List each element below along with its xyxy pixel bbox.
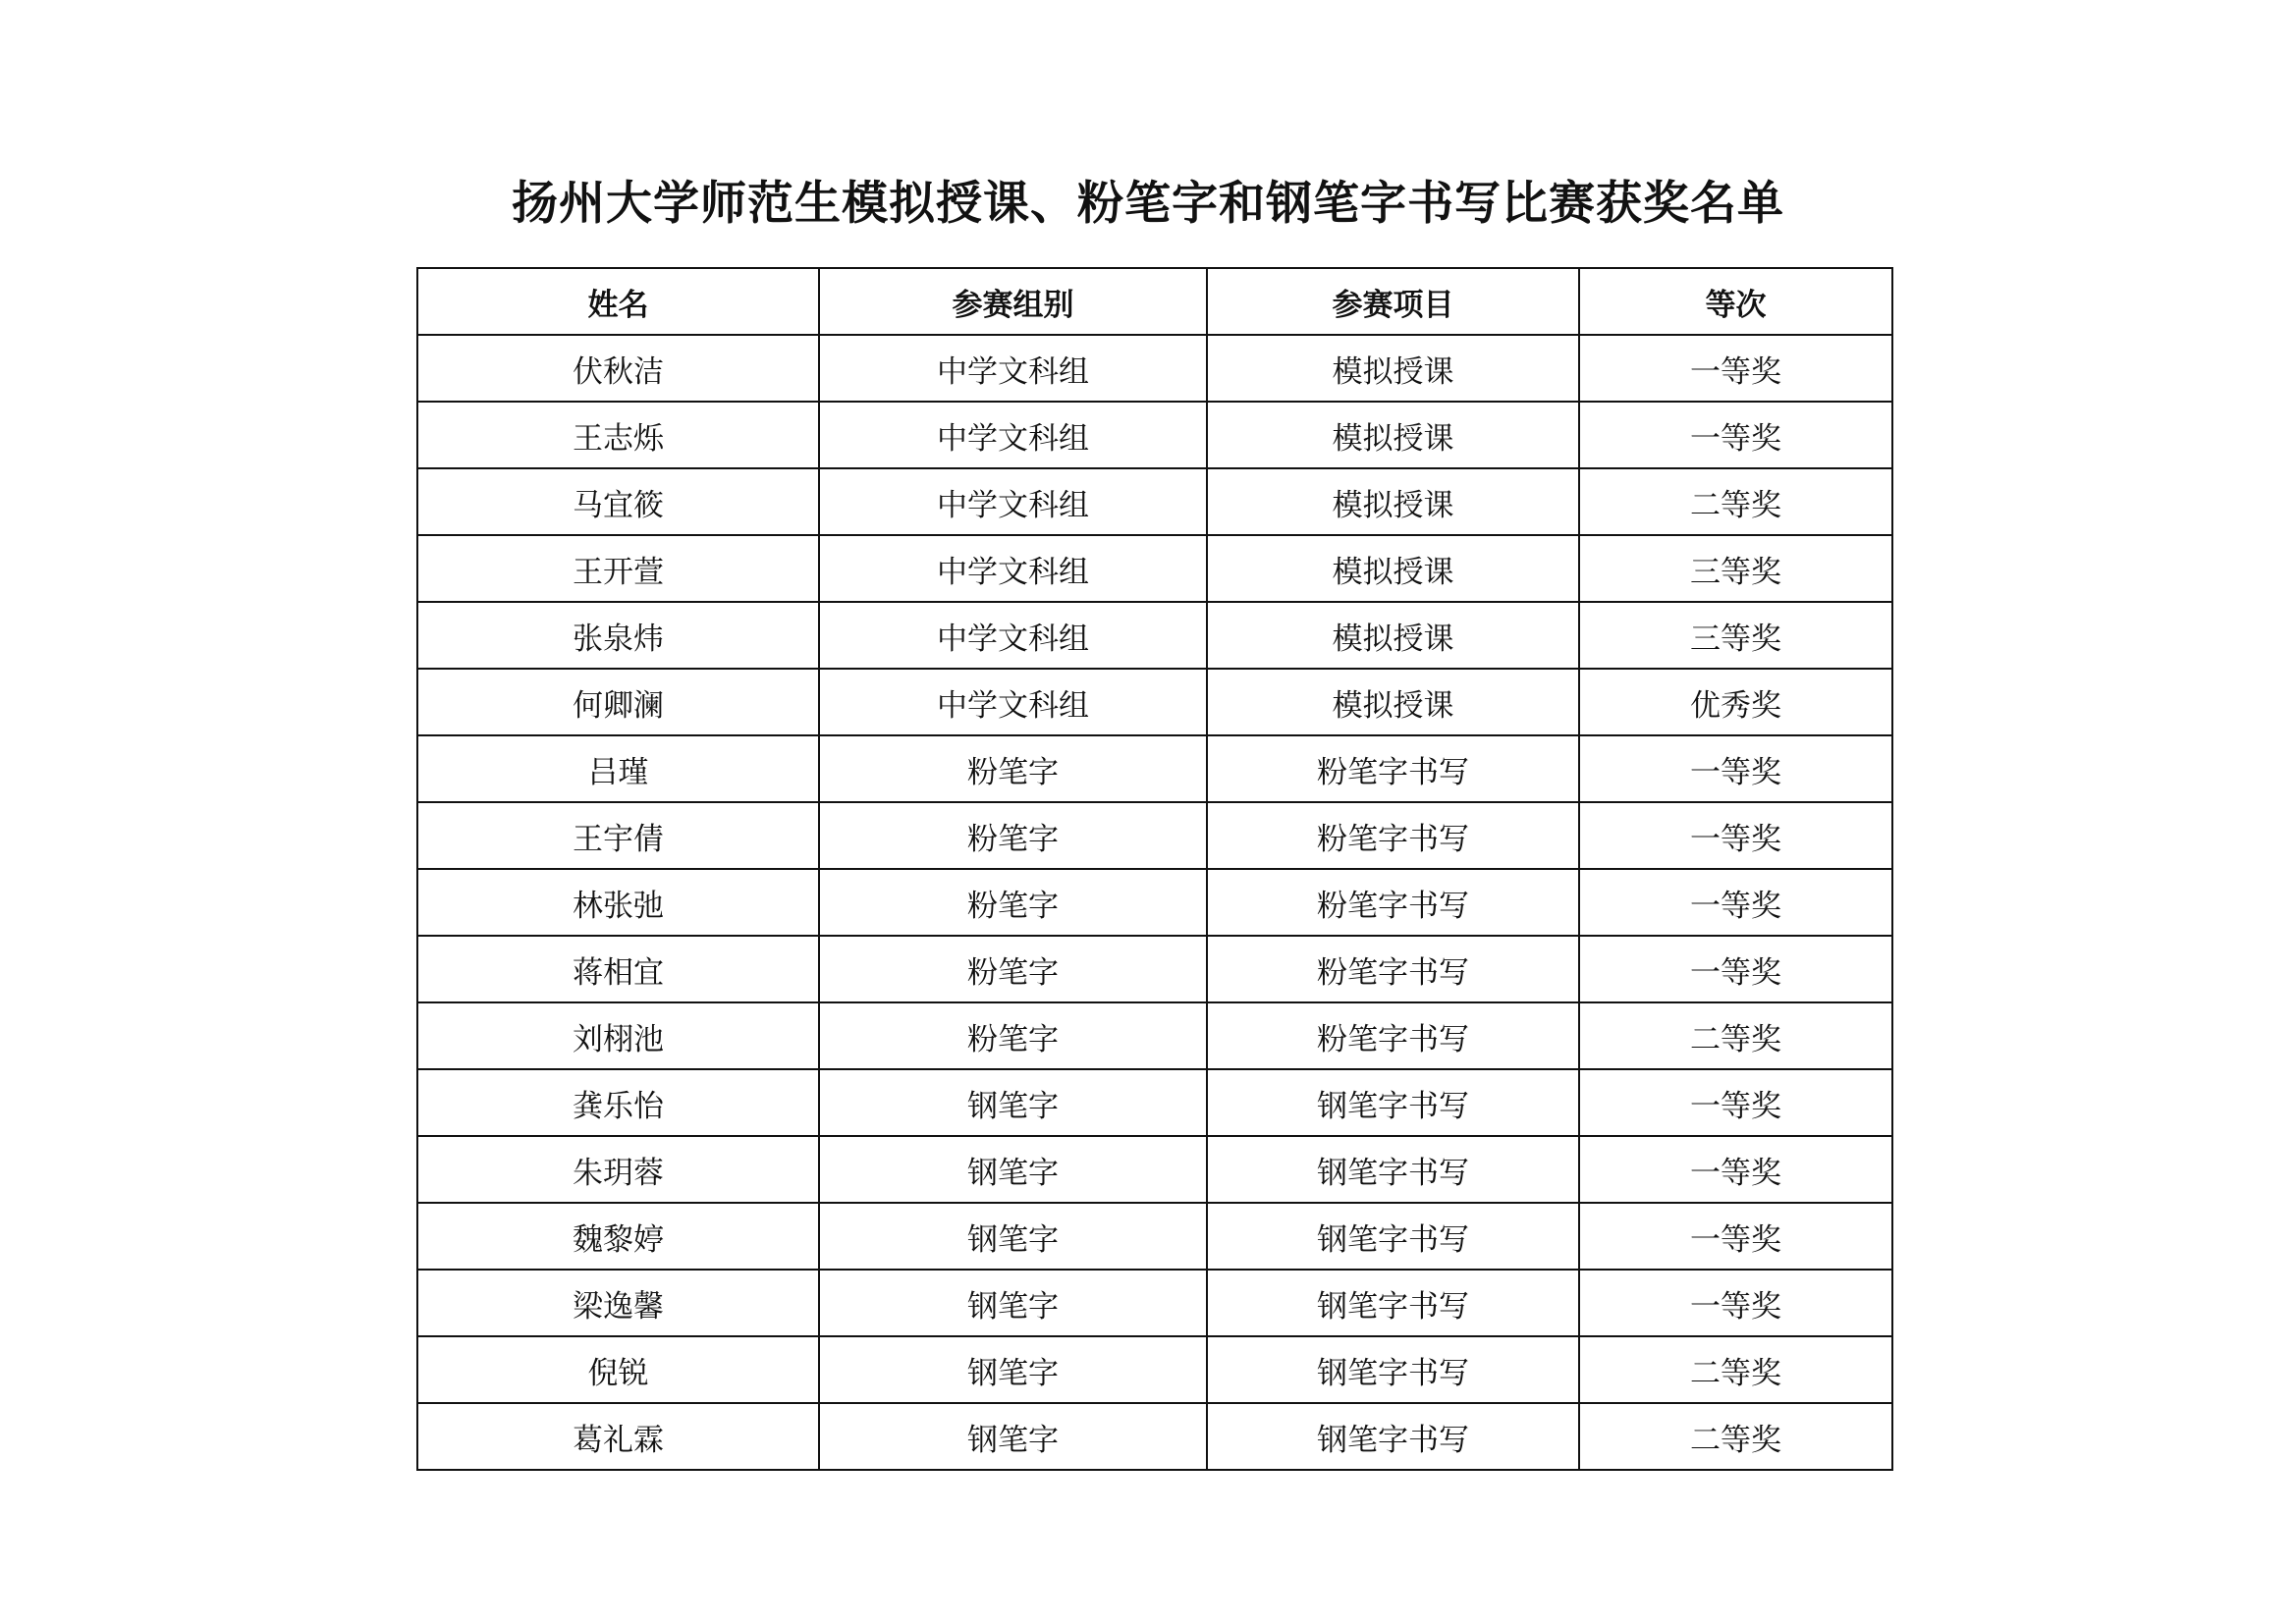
cell-name: 王志烁	[417, 402, 819, 468]
cell-award: 优秀奖	[1579, 669, 1892, 735]
table-row	[417, 1136, 1892, 1203]
cell-event: 钢笔字书写	[1207, 1336, 1579, 1403]
cell-name: 梁逸馨	[417, 1270, 819, 1336]
cell-event: 模拟授课	[1207, 602, 1579, 669]
column-header-event: 参赛项目	[1207, 268, 1579, 335]
cell-name: 蒋相宜	[417, 936, 819, 1002]
cell-group: 中学文科组	[819, 602, 1207, 669]
cell-award: 一等奖	[1579, 936, 1892, 1002]
cell-event: 模拟授课	[1207, 535, 1579, 602]
cell-group: 粉笔字	[819, 869, 1207, 936]
cell-group: 钢笔字	[819, 1270, 1207, 1336]
table-body	[417, 335, 1892, 1470]
cell-group: 钢笔字	[819, 1336, 1207, 1403]
cell-name: 吕瑾	[417, 735, 819, 802]
cell-award: 一等奖	[1579, 802, 1892, 869]
cell-event: 钢笔字书写	[1207, 1403, 1579, 1470]
cell-award: 一等奖	[1579, 1136, 1892, 1203]
cell-award: 二等奖	[1579, 468, 1892, 535]
cell-event: 粉笔字书写	[1207, 869, 1579, 936]
cell-group: 粉笔字	[819, 1002, 1207, 1069]
cell-event: 模拟授课	[1207, 669, 1579, 735]
cell-award: 三等奖	[1579, 535, 1892, 602]
cell-event: 粉笔字书写	[1207, 802, 1579, 869]
table-row	[417, 1203, 1892, 1270]
cell-group: 钢笔字	[819, 1203, 1207, 1270]
cell-event: 粉笔字书写	[1207, 1002, 1579, 1069]
table-row	[417, 1403, 1892, 1470]
page-title: 扬州大学师范生模拟授课、粉笔字和钢笔字书写比赛获奖名单	[512, 177, 1784, 231]
awards-table	[416, 267, 1893, 1471]
cell-event: 模拟授课	[1207, 402, 1579, 468]
cell-name: 伏秋洁	[417, 335, 819, 402]
cell-name: 魏黎婷	[417, 1203, 819, 1270]
cell-group: 粉笔字	[819, 802, 1207, 869]
cell-name: 马宜筱	[417, 468, 819, 535]
cell-group: 中学文科组	[819, 402, 1207, 468]
table-row	[417, 535, 1892, 602]
cell-event: 钢笔字书写	[1207, 1136, 1579, 1203]
cell-award: 二等奖	[1579, 1403, 1892, 1470]
table-row	[417, 468, 1892, 535]
cell-award: 二等奖	[1579, 1002, 1892, 1069]
cell-event: 模拟授课	[1207, 335, 1579, 402]
table-header-row	[417, 268, 1892, 335]
cell-name: 何卿澜	[417, 669, 819, 735]
table-row	[417, 402, 1892, 468]
cell-award: 三等奖	[1579, 602, 1892, 669]
column-header-name: 姓名	[417, 268, 819, 335]
cell-name: 葛礼霖	[417, 1403, 819, 1470]
cell-award: 一等奖	[1579, 1270, 1892, 1336]
cell-award: 一等奖	[1579, 335, 1892, 402]
table-row	[417, 936, 1892, 1002]
cell-event: 钢笔字书写	[1207, 1069, 1579, 1136]
table-row	[417, 335, 1892, 402]
table-row	[417, 1270, 1892, 1336]
cell-award: 一等奖	[1579, 1069, 1892, 1136]
cell-group: 钢笔字	[819, 1136, 1207, 1203]
cell-award: 一等奖	[1579, 869, 1892, 936]
cell-name: 倪锐	[417, 1336, 819, 1403]
cell-award: 一等奖	[1579, 1203, 1892, 1270]
cell-award: 二等奖	[1579, 1336, 1892, 1403]
cell-event: 钢笔字书写	[1207, 1270, 1579, 1336]
cell-group: 粉笔字	[819, 936, 1207, 1002]
cell-group: 钢笔字	[819, 1069, 1207, 1136]
cell-event: 模拟授课	[1207, 468, 1579, 535]
table-row	[417, 1336, 1892, 1403]
cell-name: 王开萱	[417, 535, 819, 602]
table-row	[417, 1069, 1892, 1136]
cell-group: 钢笔字	[819, 1403, 1207, 1470]
column-header-award: 等次	[1579, 268, 1892, 335]
cell-name: 王宇倩	[417, 802, 819, 869]
cell-group: 粉笔字	[819, 735, 1207, 802]
table-row	[417, 802, 1892, 869]
cell-name: 刘栩池	[417, 1002, 819, 1069]
table-row	[417, 669, 1892, 735]
cell-name: 龚乐怡	[417, 1069, 819, 1136]
table-row	[417, 1002, 1892, 1069]
cell-event: 钢笔字书写	[1207, 1203, 1579, 1270]
cell-group: 中学文科组	[819, 535, 1207, 602]
cell-name: 林张弛	[417, 869, 819, 936]
table-row	[417, 602, 1892, 669]
cell-group: 中学文科组	[819, 468, 1207, 535]
cell-event: 粉笔字书写	[1207, 936, 1579, 1002]
cell-name: 张泉炜	[417, 602, 819, 669]
cell-name: 朱玥蓉	[417, 1136, 819, 1203]
table-row	[417, 735, 1892, 802]
cell-group: 中学文科组	[819, 335, 1207, 402]
cell-group: 中学文科组	[819, 669, 1207, 735]
cell-award: 一等奖	[1579, 402, 1892, 468]
column-header-group: 参赛组别	[819, 268, 1207, 335]
table-row	[417, 869, 1892, 936]
cell-award: 一等奖	[1579, 735, 1892, 802]
cell-event: 粉笔字书写	[1207, 735, 1579, 802]
